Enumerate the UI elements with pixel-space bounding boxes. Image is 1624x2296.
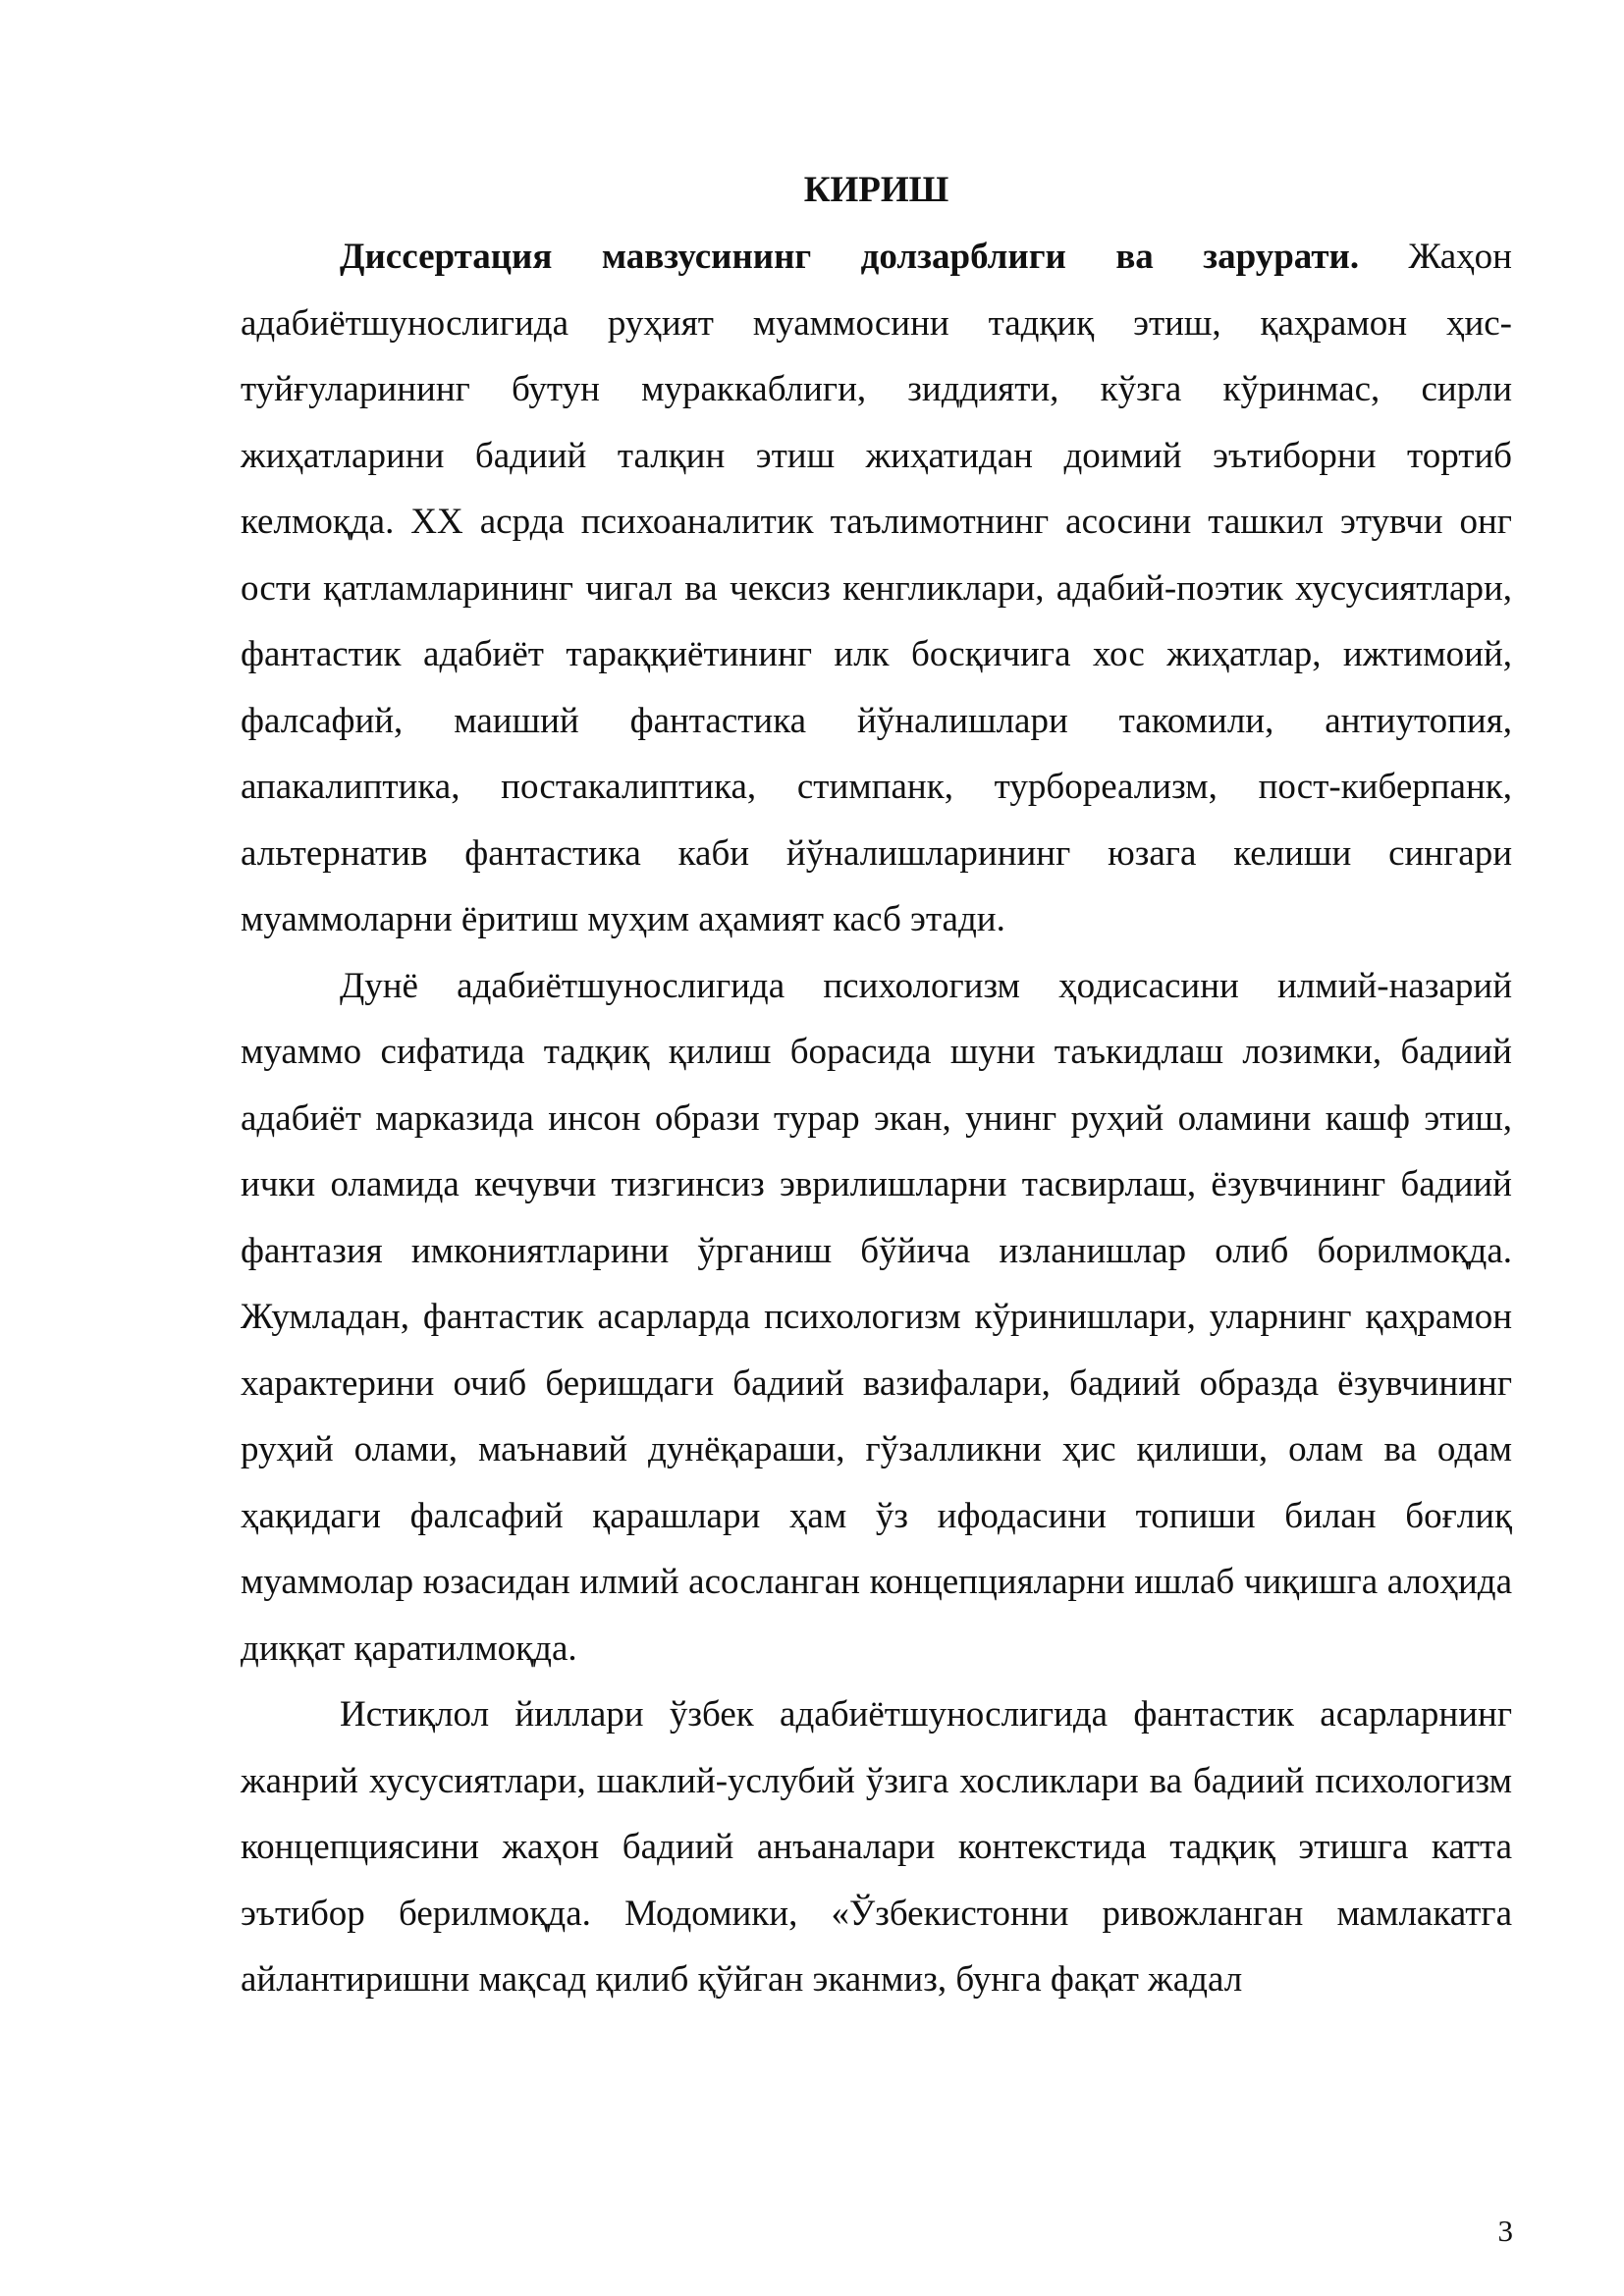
page-content [241, 157, 1512, 2013]
page-title: КИРИШ [803, 170, 949, 210]
paragraph-text: Жаҳон адабиётшунослигида руҳият муаммосини тадқиқ этиш, қаҳрамон ҳис-туйғуларининг бутун мураккаблиги, зиддияти, кўзга кўринмас, сирли жиҳатларини бадиий талқин этиш жиҳатидан доимий эътиборни тортиб келмоқда. XX асрда психоаналитик таълимотнинг асосини ташкил этувчи онг ости қатламларининг чигал ва чексиз кенгликлари, адабий-поэтик хусусиятлари, фантастик адабиёт тараққиётининг илк босқичига хос жиҳатлар, ижтимоий, фалсафий, маиший фантастика йўналишлари такомили, антиутопия, апакалиптика, постакалиптика, стимпанк, турбореализм, пост-киберпанк, альтернатив фантастика каби йўналишларининг юзага келиши сингари муаммоларни ёритиш муҳим аҳамият касб этади. [241, 237, 1512, 939]
paragraph-text: Истиқлол йиллари ўзбек адабиётшунослигида фантастик асарларнинг жанрий хусусиятлари, шаклий-услубий ўзига хосликлари ва бадиий психологизм концепциясини жаҳон бадиий анъаналари контекстида тадқиқ этишга катта эътибор берилмоқда. Модомики, «Ўзбекистонни ривожланган мамлакатга айлантиришни мақсад қилиб қўйган эканмиз, бунга фақат жадал [241, 1694, 1512, 2000]
paragraph-lead-bold: Диссертация мавзусининг долзарблиги ва зарурати. [340, 237, 1360, 277]
paragraph-relevance [241, 224, 1512, 953]
paragraph-psychologism [241, 953, 1512, 1682]
paragraph-independence [241, 1682, 1512, 2013]
page-number: 3 [1497, 2214, 1513, 2248]
paragraph-text: Дунё адабиётшунослигида психологизм ҳодисасини илмий-назарий муаммо сифатида тадқиқ қилиш борасида шуни таъкидлаш лозимки, бадиий адабиёт марказида инсон образи турар экан, унинг руҳий оламини кашф этиш, ички оламида кечувчи тизгинсиз эврилишларни тасвирлаш, ёзувчининг бадиий фантазия имкониятларини ўрганиш бўйича изланишлар олиб борилмоқда. Жумладан, фантастик асарларда психологизм кўринишлари, уларнинг қаҳрамон характерини очиб беришдаги бадиий вазифалари, бадиий образда ёзувчининг руҳий олами, маънавий дунёқараши, гўзалликни ҳис қилиши, олам ва одам ҳақидаги фалсафий қарашлари ҳам ўз ифодасини топиши билан боғлиқ муаммолар юзасидан илмий асосланган концепцияларни ишлаб чиқишга алоҳида диққат қаратилмоқда. [241, 965, 1512, 1669]
